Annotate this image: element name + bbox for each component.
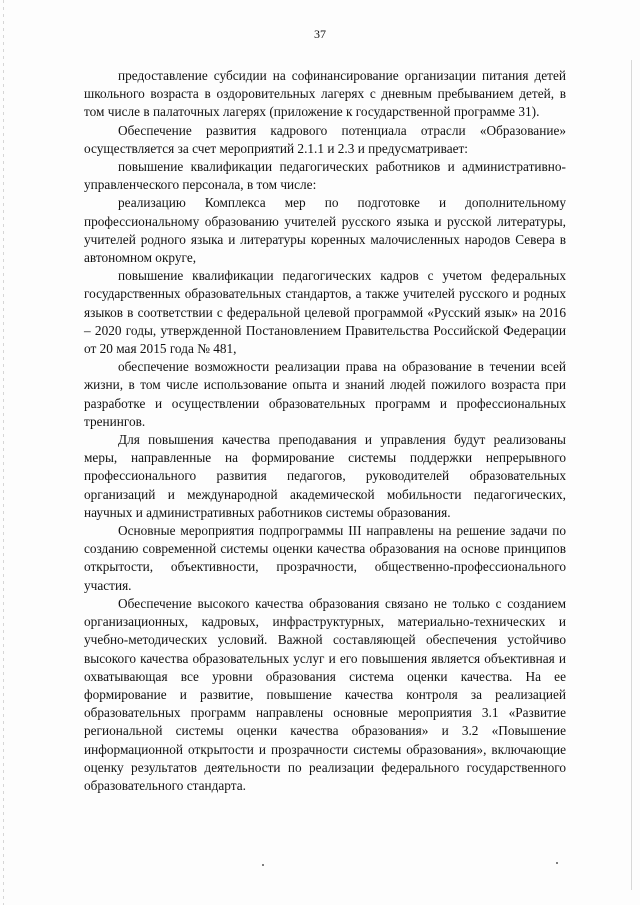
paragraph-teacher-training: повышение квалификации педагогических кадров с учетом федеральных государственных образовательных стандартов, а также учителей русского и родных языков в соответствии с федеральной целевой программой «Русский язык» на 2016 – 2020 годы, утвержденной Постановлением Правительства Российской Федерации от 20 мая 2015 года № 481, (84, 268, 566, 357)
page-number: 37 (314, 27, 326, 41)
document-body (84, 67, 566, 795)
paragraph-subsidy: предоставление субсидии на софинансирование организации питания детей школьного возраста в оздоровительных лагерях с дневным пребыванием детей, в том числе в палаточных лагерях (приложение к государственной программе 31). (84, 68, 566, 120)
scan-speck (556, 862, 558, 864)
paragraph-qualification: повышение квалификации педагогических работников и административно-управленческого персонала, в том числе: (84, 159, 566, 193)
scan-speck (262, 864, 264, 866)
paragraph-staffing-intro: Обеспечение развития кадрового потенциала отрасли «Образование» осуществляется за счет мероприятий 2.1.1 и 2.3 и предусматривает: (84, 122, 566, 156)
paragraph-quality-assurance: Обеспечение высокого качества образования связано не только с созданием организационных, кадровых, инфраструктурных, материально-технических и учебно-методических условий. Важной составляющей обеспечения устойчиво высокого качества образовательных услуг и его повышения является объективная и охватывающая все уровни образования система оценки качества. На ее формирование и развитие, повышение качества контроля за реализацией образовательных программ направлены основные мероприятия 3.1 «Развитие региональной системы оценки качества образования» и 3.2 «Повышение информационной открытости и прозрачности системы образования», включающие оценку результатов деятельности по реализации федерального государственного образовательного стандарта. (84, 595, 566, 793)
scan-left-edge (3, 0, 4, 905)
paragraph-teaching-quality: Для повышения качества преподавания и управления будут реализованы меры, направленные на формирование системы поддержки непрерывного профессионального развития педагогов, руководителей образовательных организаций и международной академической мобильности педагогических, научных и административных работников системы образования. (84, 432, 566, 520)
paragraph-complex-measures: реализацию Комплекса мер по подготовке и дополнительному профессиональному образованию учителей русского языка и русской литературы, учителей родного языка и литературы коренных малочисленных народов Севера в автономном округе, (84, 195, 566, 266)
paragraph-lifelong-learning: обеспечение возможности реализации права на образование в течении всей жизни, в том числе использование опыта и знаний людей пожилого возраста при разработке и осуществлении образовательных программ и профессиональных тренингов. (84, 359, 566, 429)
scan-right-edge (631, 60, 632, 890)
paragraph-subprogram-three: Основные мероприятия подпрограммы III направлены на решение задачи по созданию современной системы оценки качества образования на основе принципов открытости, объективности, прозрачности, общественно-профессионального участия. (84, 523, 566, 593)
